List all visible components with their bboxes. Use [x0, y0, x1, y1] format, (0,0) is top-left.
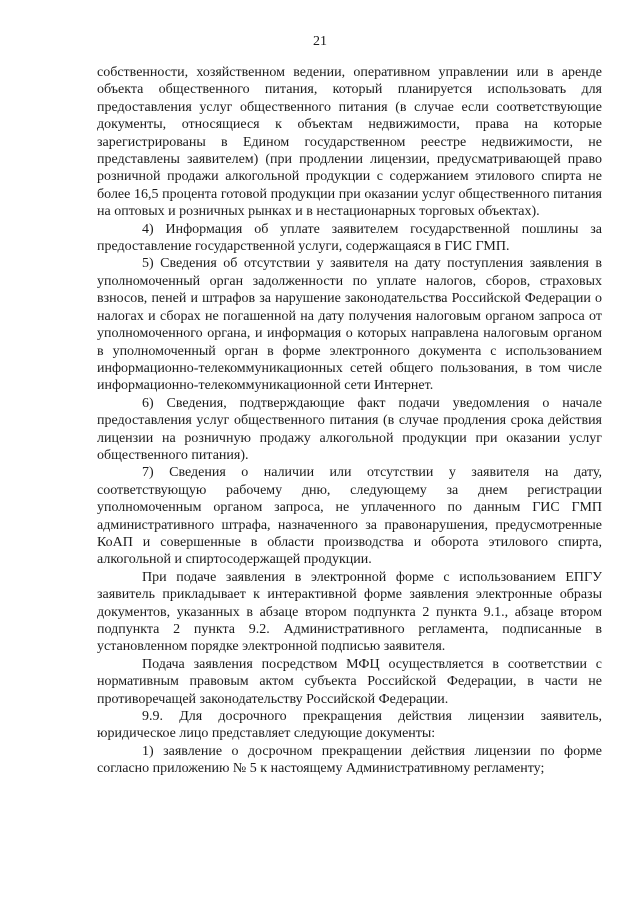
- paragraph-item-5: 5) Сведения об отсутствии у заявителя на дату поступления заявления в уполномоченный орган задолженности по уплате налогов, сборов, страховых взносов, пеней и штрафов за нарушение законодательства Российской Федерации о налогах и сборах не погашенной на дату получения налоговым органом запроса от уполномоченного органа, и информация о которых направлена налоговым органом в уполномоченный орган в форме электронного документа с использованием информационно-телекоммуникационных сетей общего пользования, в том числе информационно-телекоммуникационной сети Интернет.: [97, 256, 602, 394]
- paragraph-electronic-submission: При подаче заявления в электронной форме с использованием ЕПГУ заявитель прикладывает к интерактивной форме заявления электронные образы документов, указанных в абзаце втором подпункта 2 пункта 9.1., абзаце втором подпункта 2 пункта 9.2. Административного регламента, подписанные в установленном порядке электронной подписью заявителя.: [97, 569, 602, 655]
- paragraph-item-7: 7) Сведения о наличии или отсутствии у заявителя на дату, соответствующую рабочему дню, следующему за днем регистрации уполномоченным органом запроса, не уплаченного по данным ГИС ГМП административного штрафа, назначенного за правонарушения, предусмотренные КоАП и совершенные в области производства и оборота этилового спирта, алкогольной и спиртосодержащей продукции.: [97, 465, 602, 568]
- paragraph-section-9-9: 9.9. Для досрочного прекращения действия лицензии заявитель, юридическое лицо представляет следующие документы:: [97, 709, 602, 742]
- document-body: [97, 64, 602, 778]
- paragraph-item-1: 1) заявление о досрочном прекращении действия лицензии по форме согласно приложению № 5 к настоящему Административному регламенту;: [97, 743, 602, 777]
- paragraph-continuation: собственности, хозяйственном ведении, оперативном управлении или в аренде объекта общественного питания, который планируется использовать для предоставления услуг общественного питания (в случае если соответствующие документы, относящиеся к объектам недвижимости, права на которые зарегистрированы в Едином государственном реестре недвижимости, не представлены заявителем) (при продлении лицензии, предусматривающей право розничной продажи алкогольной продукции с содержанием этилового спирта не более 16,5 процента готовой продукции при оказании услуг общественного питания на оптовых и розничных рынках и в нестационарных торговых объектах).: [97, 65, 602, 220]
- paragraph-item-4: 4) Информация об уплате заявителем государственной пошлины за предоставление государственной услуги, содержащаяся в ГИС ГМП.: [97, 221, 602, 255]
- paragraph-item-6: 6) Сведения, подтверждающие факт подачи уведомления о начале предоставления услуг общественного питания (в случае продления срока действия лицензии на розничную продажу алкогольной продукции при оказании услуг общественного питания).: [97, 395, 602, 463]
- paragraph-mfc-submission: Подача заявления посредством МФЦ осуществляется в соответствии с нормативным правовым актом субъекта Российской Федерации, в части не противоречащей законодательству Российской Федерации.: [97, 656, 602, 707]
- page-number: 21: [313, 34, 327, 49]
